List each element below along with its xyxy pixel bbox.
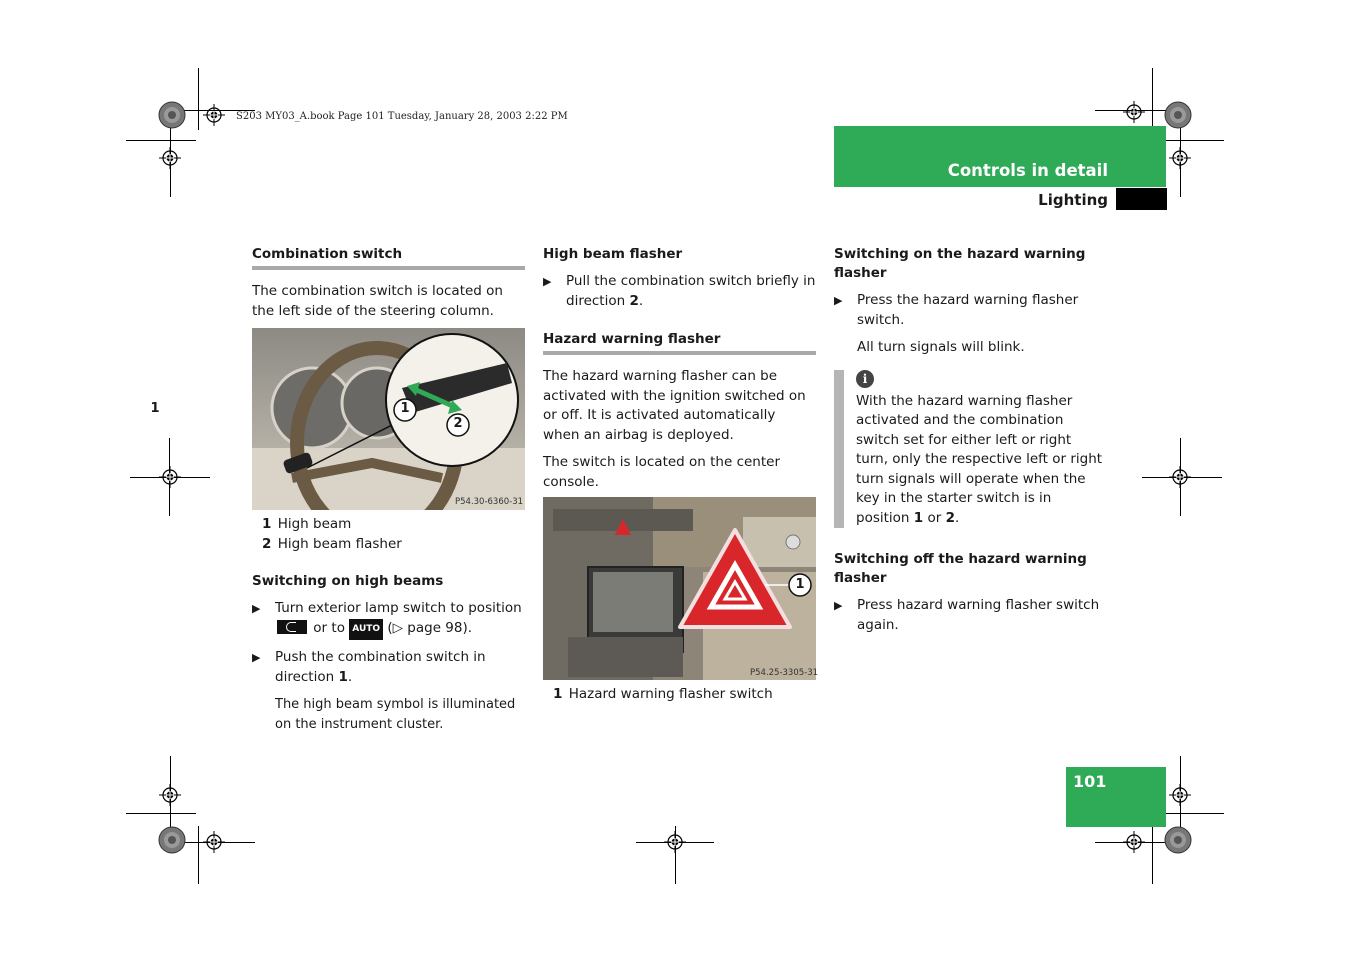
callout-2-label: 2: [453, 416, 463, 431]
column-2: [543, 245, 816, 492]
legend-item-2: 2 High beam flasher: [262, 536, 402, 552]
heading-high-beam-flasher: High beam flasher: [543, 246, 683, 262]
note-text: With the hazard warning flasher activated and the combination switch set for either left or right turn, only the respective left or right turn signals will operate when the key in the starter switch is in position 1 or 2.: [856, 392, 1103, 526]
hazard-caption: 1 Hazard warning flasher switch: [553, 686, 773, 702]
callout-1: 1: [150, 401, 160, 416]
bullet-arrow-icon: ▶: [543, 275, 552, 288]
bullet-arrow-icon: ▶: [252, 602, 261, 615]
step-pull-switch: ▶ Pull the combination switch briefly in direction 2.: [543, 273, 816, 309]
heading-rule: [252, 266, 525, 270]
high-beam-position-icon: [277, 620, 307, 634]
step-press-again: ▶ Press hazard warning flasher switch again.: [834, 597, 1100, 633]
info-note: [834, 370, 1104, 529]
column-1: [252, 245, 525, 321]
subsection-title: Lighting: [1038, 191, 1108, 209]
image-code-2: P54.25-3305-31: [750, 668, 819, 678]
callout-1-label: 1: [400, 401, 410, 416]
hazard-on-result: All turn signals will blink.: [857, 339, 1025, 355]
file-header: S203 MY03_A.book Page 101 Tuesday, January 28, 2003 2:22 PM: [236, 111, 568, 122]
heading-rule: [543, 351, 816, 355]
image-code-1: P54.30-6360-31: [455, 497, 524, 507]
combination-switch-image: [252, 328, 525, 510]
auto-position-icon: AUTO: [349, 619, 383, 641]
bullet-arrow-icon: ▶: [252, 651, 261, 664]
step-push-switch: ▶ Push the combination switch in direction 1.: [252, 649, 486, 685]
section-title: Controls in detail: [947, 161, 1108, 180]
hazard-switch-image: [543, 497, 819, 680]
heading-high-beams: Switching on high beams: [252, 573, 444, 589]
bullet-arrow-icon: ▶: [834, 294, 843, 307]
hazard-callout-1: 1: [795, 577, 805, 592]
heading-hazard-warning: Hazard warning flasher: [543, 331, 721, 347]
info-icon: i: [856, 370, 874, 388]
step-lamp-switch: ▶ Turn exterior lamp switch to position or to AUTO (▷ page 98).: [252, 599, 525, 640]
hazard-paragraph-2: The switch is located on the center console.: [543, 454, 781, 490]
step-press-hazard: ▶ Press the hazard warning flasher switch.: [834, 292, 1079, 328]
subsection-marker: [1116, 188, 1167, 210]
heading-hazard-off: Switching off the hazard warning flasher: [834, 551, 1087, 586]
heading-combination-switch: Combination switch: [252, 246, 403, 262]
intro-paragraph: The combination switch is located on the left side of the steering column.: [252, 283, 503, 319]
bullet-arrow-icon: ▶: [834, 599, 843, 612]
legend-item-1: 1 High beam: [262, 516, 352, 532]
heading-hazard-on: Switching on the hazard warning flasher: [834, 246, 1086, 281]
hazard-paragraph-1: The hazard warning flasher can be activated with the ignition switched on or off. It is activated automatically when an airbag is deployed.: [543, 368, 806, 443]
page-number: 101: [1073, 772, 1107, 791]
high-beam-result: The high beam symbol is illuminated on the instrument cluster.: [275, 697, 516, 732]
section-tab: [834, 126, 1166, 187]
column-1-lower: [252, 514, 525, 734]
column-3: [834, 245, 1104, 635]
page-number-tab: [1066, 767, 1166, 827]
